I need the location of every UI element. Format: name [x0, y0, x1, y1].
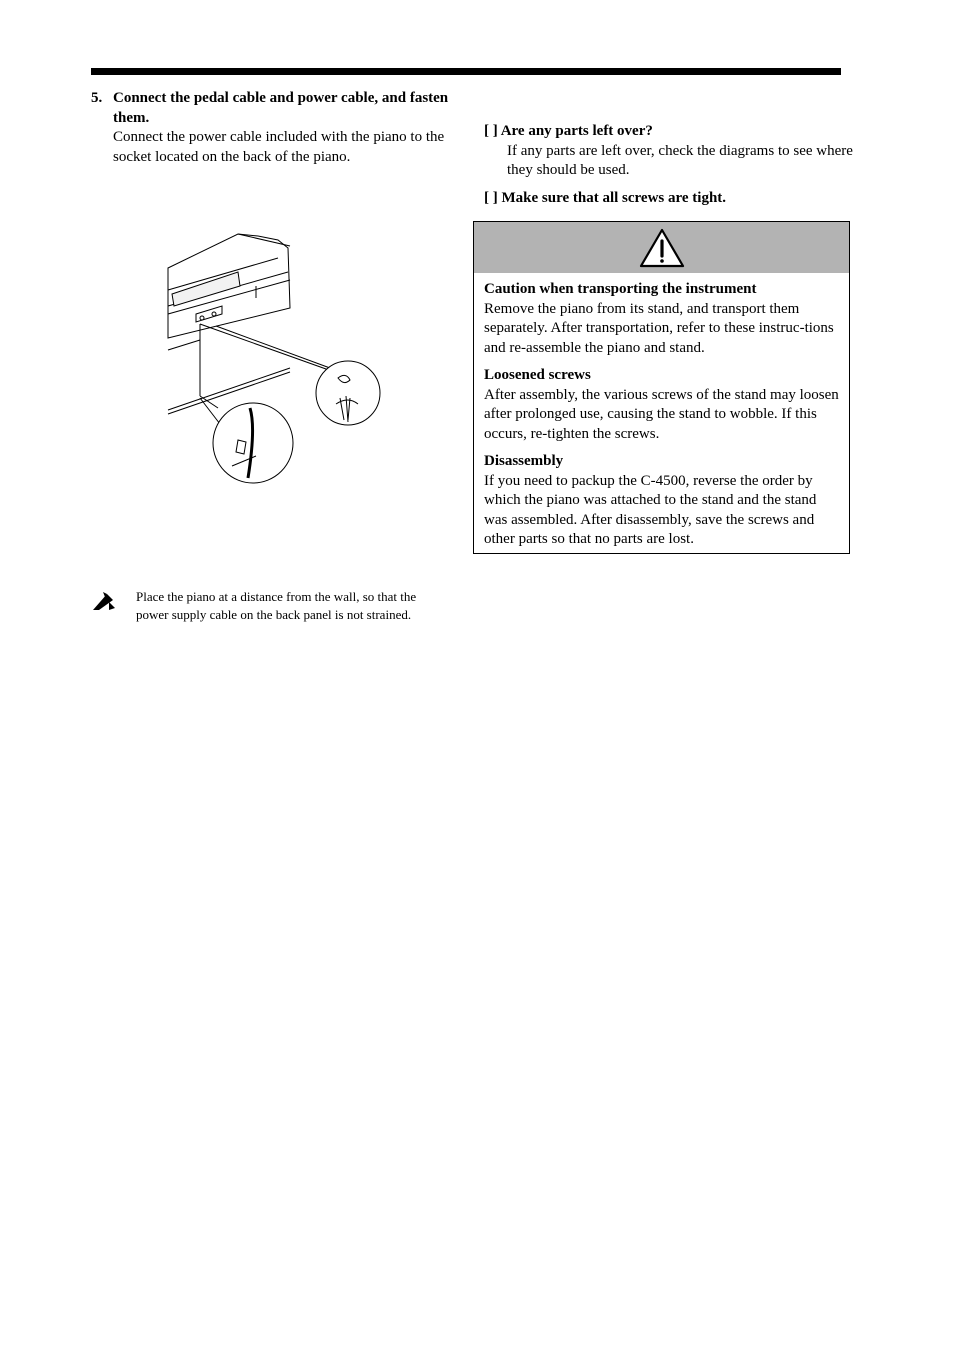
caution-box — [473, 221, 850, 554]
checklist-item-screws-tight — [484, 189, 854, 209]
checkbox: [ ] — [484, 190, 498, 206]
caution-title: Disassembly — [484, 453, 564, 469]
note — [91, 588, 451, 624]
step-text: Connect the power cable included with the piano to the socket located on the back of the piano. — [113, 129, 445, 165]
caution-text: After assembly, the various screws of the stand may loosen after prolonged use, causing the stand to wobble. If this occurs, re-tighten the screws. — [484, 386, 839, 442]
note-text: Place the piano at a distance from the wall, so that the power supply cable on the back panel is not strained. — [136, 589, 417, 622]
caution-section-screws — [484, 366, 839, 444]
checklist-body: If any parts are left over, check the diagrams to see where they should be used. — [507, 142, 853, 178]
note-icon — [91, 590, 117, 612]
checklist-title: Make sure that all screws are tight. — [501, 190, 727, 206]
checkbox: [ ] — [484, 123, 498, 139]
top-rule — [91, 68, 841, 75]
caution-section-transport — [484, 280, 839, 358]
checklist-title: Are any parts left over? — [500, 123, 653, 139]
step-number: 5. — [91, 90, 103, 106]
warning-triangle-icon — [638, 227, 686, 269]
caution-text: Remove the piano from its stand, and transport them separately. After transportation, refer to these instruc-tions and re-assemble the piano and stand. — [484, 300, 834, 356]
caution-section-disassembly — [484, 452, 839, 550]
step-title: Connect the pedal cable and power cable, and fasten them. — [113, 90, 449, 126]
caution-text: If you need to packup the C-4500, reverse the order by which the piano was attached to the stand and the stand was assembled. After disassembly, save the screws and other parts so that no parts are lost. — [484, 472, 817, 547]
caution-title: Caution when transporting the instrument — [484, 281, 757, 297]
caution-header — [474, 222, 849, 273]
checklist-item-parts-left — [484, 122, 854, 181]
caution-title: Loosened screws — [484, 367, 591, 383]
step-5 — [91, 89, 456, 167]
piano-cable-illustration — [160, 228, 400, 490]
